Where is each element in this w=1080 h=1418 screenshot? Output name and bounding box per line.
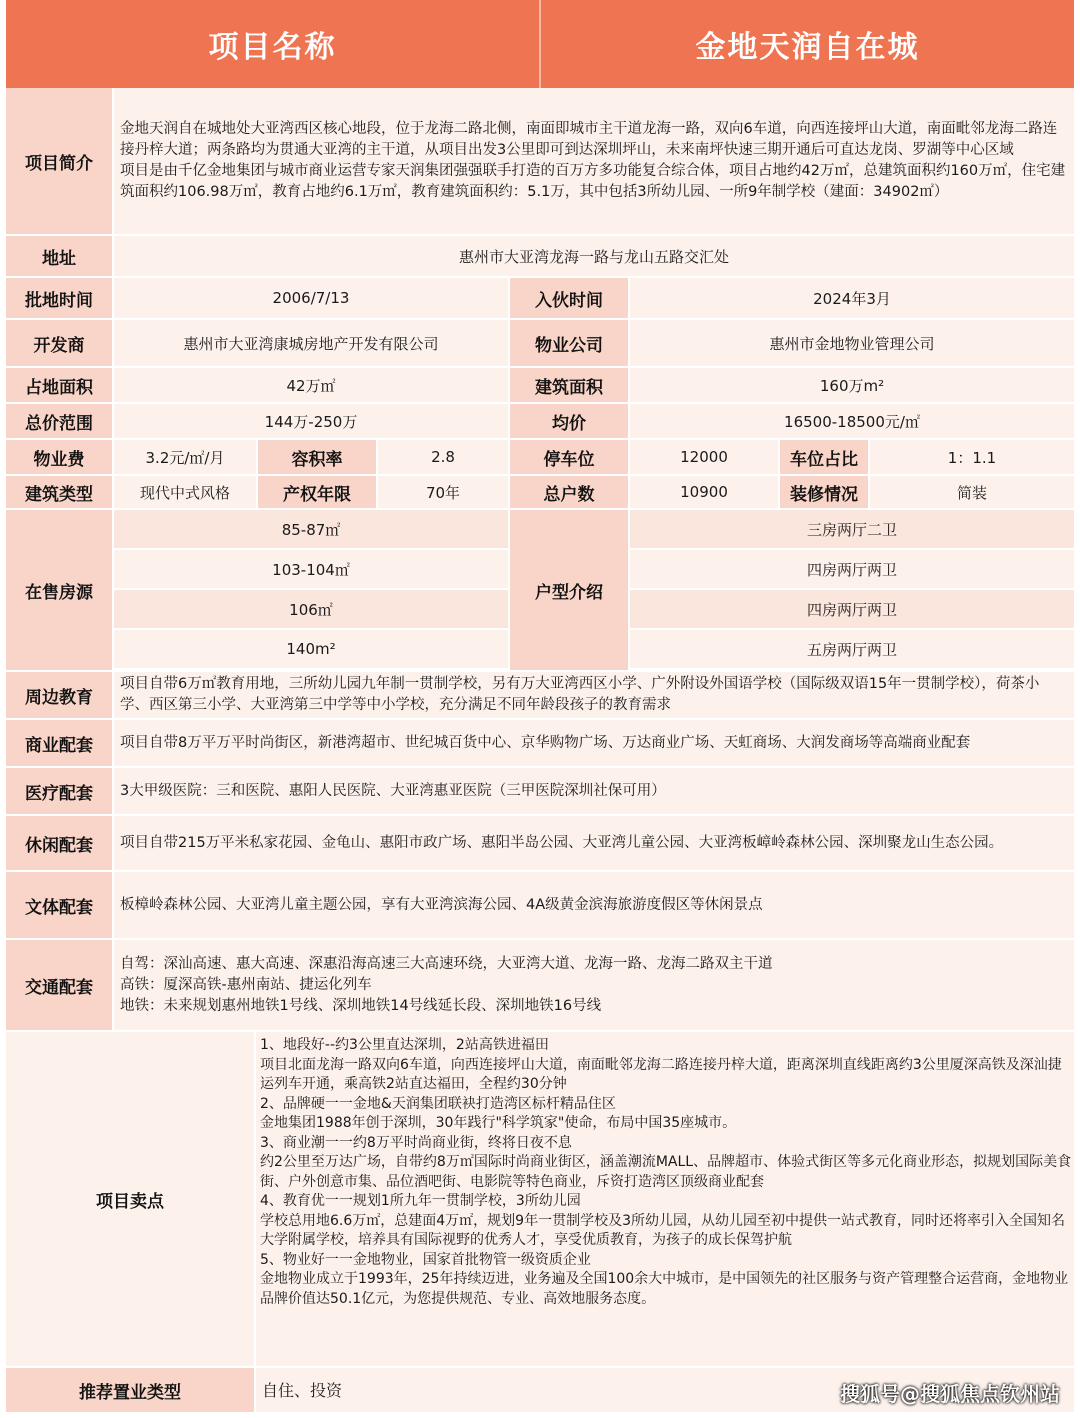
avg-price-value: 16500-18500元/㎡	[630, 404, 1074, 438]
layout-label: 户型介绍	[510, 510, 630, 670]
row-leisure	[6, 816, 1074, 872]
building-area-label: 建筑面积	[510, 368, 630, 402]
property-company-value: 惠州市金地物业管理公司	[630, 320, 1074, 366]
households-label: 总户数	[510, 476, 630, 508]
watermark-text: 搜狐号@搜狐焦点钦州站	[840, 1382, 1060, 1406]
traffic-label: 交通配套	[6, 940, 114, 1030]
on-sale-label: 在售房源	[6, 510, 114, 670]
row-traffic	[6, 940, 1074, 1032]
households-value: 10900	[630, 476, 780, 508]
row-developer	[6, 320, 1074, 368]
move-in-label: 入伙时间	[510, 278, 630, 318]
education-paragraph: 项目自带6万㎡教育用地，三所幼儿园九年制一贯制学校，另有万大亚湾西区小学、广外附设外国语学校（国际级双语15年一贯制学校），荷茶小 学、西区第三小学、大亚湾第三中学等中小学校，充分满足不同年龄段孩子的教育需求	[120, 676, 1040, 713]
address-value: 惠州市大亚湾龙海一路与龙山五路交汇处	[114, 236, 1074, 276]
intro-text	[114, 88, 1074, 234]
size-item: 140m²	[114, 630, 508, 670]
fee-label: 物业费	[6, 440, 114, 474]
traffic-text	[114, 940, 1074, 1030]
total-price-value: 144万-250万	[114, 404, 510, 438]
row-intro	[6, 88, 1074, 236]
culture-label: 文体配套	[6, 872, 114, 938]
culture-paragraph: 板樟岭森林公园、大亚湾儿童主题公园，享有大亚湾滨海公园、4A级黄金滨海旅游度假区等休闲景点	[120, 896, 763, 913]
culture-text	[114, 872, 1074, 938]
row-fee	[6, 440, 1074, 476]
on-sale-sizes	[114, 510, 510, 670]
row-address	[6, 236, 1074, 278]
medical-label: 医疗配套	[6, 768, 114, 814]
size-item: 103-104㎡	[114, 550, 508, 590]
traffic-line: 高铁：厦深高铁-惠州南站、捷运化列车	[120, 976, 372, 993]
building-type-value: 现代中式风格	[114, 476, 258, 508]
row-on-sale	[6, 510, 1074, 672]
selling-points-text: 1、地段好--约3公里直达深圳，2站高铁进福田 项目北面龙海一路双向6车道，向西连接坪山大道，南面毗邻龙海二路连接丹梓大道，距离深圳直线距离约3公里厦深高铁及深汕捷运列车开通，乘高铁2站直达福田，全程约30分钟 2、品牌硬一一金地&天润集团联袂打造湾区标杆精品住区 金地集团1988年创于深圳，30年践行"科学筑家"使命，布局中国35座城市。 3、商业潮一一约8万平时尚商业街，终将日夜不息 约2公里至万达广场，自带约8万㎡国际时尚商业街区，涵盖潮流MALL、品牌超市、体验式街区等多元化商业形态，拟规划国际美食街、户外创意市集、品位酒吧街、电影院等特色商业，斥资打造湾区顶级商业配套 4、教育优一一规划1所九年一贯制学校，3所幼儿园 学校总用地6.6万㎡，总建面4万㎡，规划9年一贯制学校及3所幼儿园，从幼儿园至初中提供一站式教育，同时还将率引入全国知名大学附属学校，培养具有国际视野的优秀人才，享受优质教育，为孩子的成长保驾护航 5、物业好一一金地物业，国家首批物管一级资质企业 金地物业成立于1993年，25年持续迈进，业务遍及全国100余大中城市，是中国领先的社区服务与资产管理整合运营商，金地物业品牌价值达50.1亿元，为您提供规范、专业、高效地服务态度。	[256, 1032, 1074, 1366]
land-date-label: 批地时间	[6, 278, 114, 318]
row-type	[6, 476, 1074, 510]
move-in-value: 2024年3月	[630, 278, 1074, 318]
recommend-value: 自住、投资	[256, 1368, 1074, 1412]
commerce-paragraph: 项目自带8万平万平时尚街区，新港湾超市、世纪城百货中心、京华购物广场、万达商业广场、天虹商场、大润发商场等高端商业配套	[120, 734, 971, 751]
total-price-label: 总价范围	[6, 404, 114, 438]
row-selling-points	[6, 1032, 1074, 1368]
parking-label: 停车位	[510, 440, 630, 474]
intro-paragraph-2: 项目是由千亿金地集团与城市商业运营专家天润集团强强联手打造的百万方多功能复合综合体，项目占地约42万㎡，总建筑面积约160万㎡，住宅建筑面积约106.98万㎡，教育占地约6.1万㎡，教育建筑面积约：5.1万，其中包括3所幼儿园、一所9年制学校（建面：34902㎡）	[120, 163, 1066, 200]
ratio-value: 1：1.1	[870, 440, 1074, 474]
commerce-label: 商业配套	[6, 720, 114, 766]
fee-value: 3.2元/㎡/月	[114, 440, 258, 474]
education-label: 周边教育	[6, 672, 114, 718]
decor-value: 简装	[870, 476, 1074, 508]
commerce-text	[114, 720, 1074, 766]
size-item: 85-87㎡	[114, 510, 508, 550]
medical-text	[114, 768, 1074, 814]
leisure-text	[114, 816, 1074, 870]
traffic-line: 地铁：未来规划惠州地铁1号线、深圳地铁14号线延长段、深圳地铁16号线	[120, 997, 602, 1014]
row-culture	[6, 872, 1074, 940]
row-medical	[6, 768, 1074, 816]
leisure-paragraph: 项目自带215万平米私家花园、金龟山、惠阳市政广场、惠阳半岛公园、大亚湾儿童公园、大亚湾板嶂岭森林公园、深圳聚龙山生态公园。	[120, 834, 1004, 851]
land-area-value: 42万㎡	[114, 368, 510, 402]
layout-item: 四房两厅两卫	[630, 590, 1074, 630]
decor-label: 装修情况	[780, 476, 870, 508]
building-type-label: 建筑类型	[6, 476, 114, 508]
row-price	[6, 404, 1074, 440]
land-area-label: 占地面积	[6, 368, 114, 402]
far-label: 容积率	[258, 440, 378, 474]
intro-label: 项目简介	[6, 88, 114, 234]
layout-item: 五房两厅两卫	[630, 630, 1074, 670]
header-project-name-value: 金地天润自在城	[695, 30, 920, 65]
developer-value: 惠州市大亚湾康城房地产开发有限公司	[114, 320, 510, 366]
far-value: 2.8	[378, 440, 510, 474]
layout-item: 四房两厅两卫	[630, 550, 1074, 590]
building-area-value: 160万m²	[630, 368, 1074, 402]
size-item: 106㎡	[114, 590, 508, 630]
table-header	[6, 0, 1074, 88]
ratio-label: 车位占比	[780, 440, 870, 474]
recommend-label: 推荐置业类型	[6, 1368, 256, 1412]
row-area	[6, 368, 1074, 404]
parking-value: 12000	[630, 440, 780, 474]
term-value: 70年	[378, 476, 510, 508]
row-commerce	[6, 720, 1074, 768]
intro-paragraph-1: 金地天润自在城地处大亚湾西区核心地段，位于龙海二路北侧，南面即城市主干道龙海一路，双向6车道，向西连接坪山大道，南面毗邻龙海二路连接丹梓大道；两条路均为贯通大亚湾的主干道，从项目出发3公里即可到达深圳坪山，未来南坪快速三期开通后可直达龙岗、罗湖等中心区域	[120, 121, 1058, 158]
row-dates	[6, 278, 1074, 320]
avg-price-label: 均价	[510, 404, 630, 438]
medical-paragraph: 3大甲级医院：三和医院、惠阳人民医院、大亚湾惠亚医院（三甲医院深圳社保可用）	[120, 782, 666, 799]
leisure-label: 休闲配套	[6, 816, 114, 870]
traffic-line: 自驾：深汕高速、惠大高速、深惠沿海高速三大高速环绕，大亚湾大道、龙海一路、龙海二路双主干道	[120, 955, 773, 972]
row-education	[6, 672, 1074, 720]
selling-points-label: 项目卖点	[6, 1032, 256, 1366]
education-text	[114, 672, 1074, 718]
land-date-value: 2006/7/13	[114, 278, 510, 318]
term-label: 产权年限	[258, 476, 378, 508]
address-label: 地址	[6, 236, 114, 276]
developer-label: 开发商	[6, 320, 114, 366]
layout-item: 三房两厅二卫	[630, 510, 1074, 550]
property-company-label: 物业公司	[510, 320, 630, 366]
on-sale-layouts	[630, 510, 1074, 670]
header-project-name-label: 项目名称	[208, 30, 337, 65]
